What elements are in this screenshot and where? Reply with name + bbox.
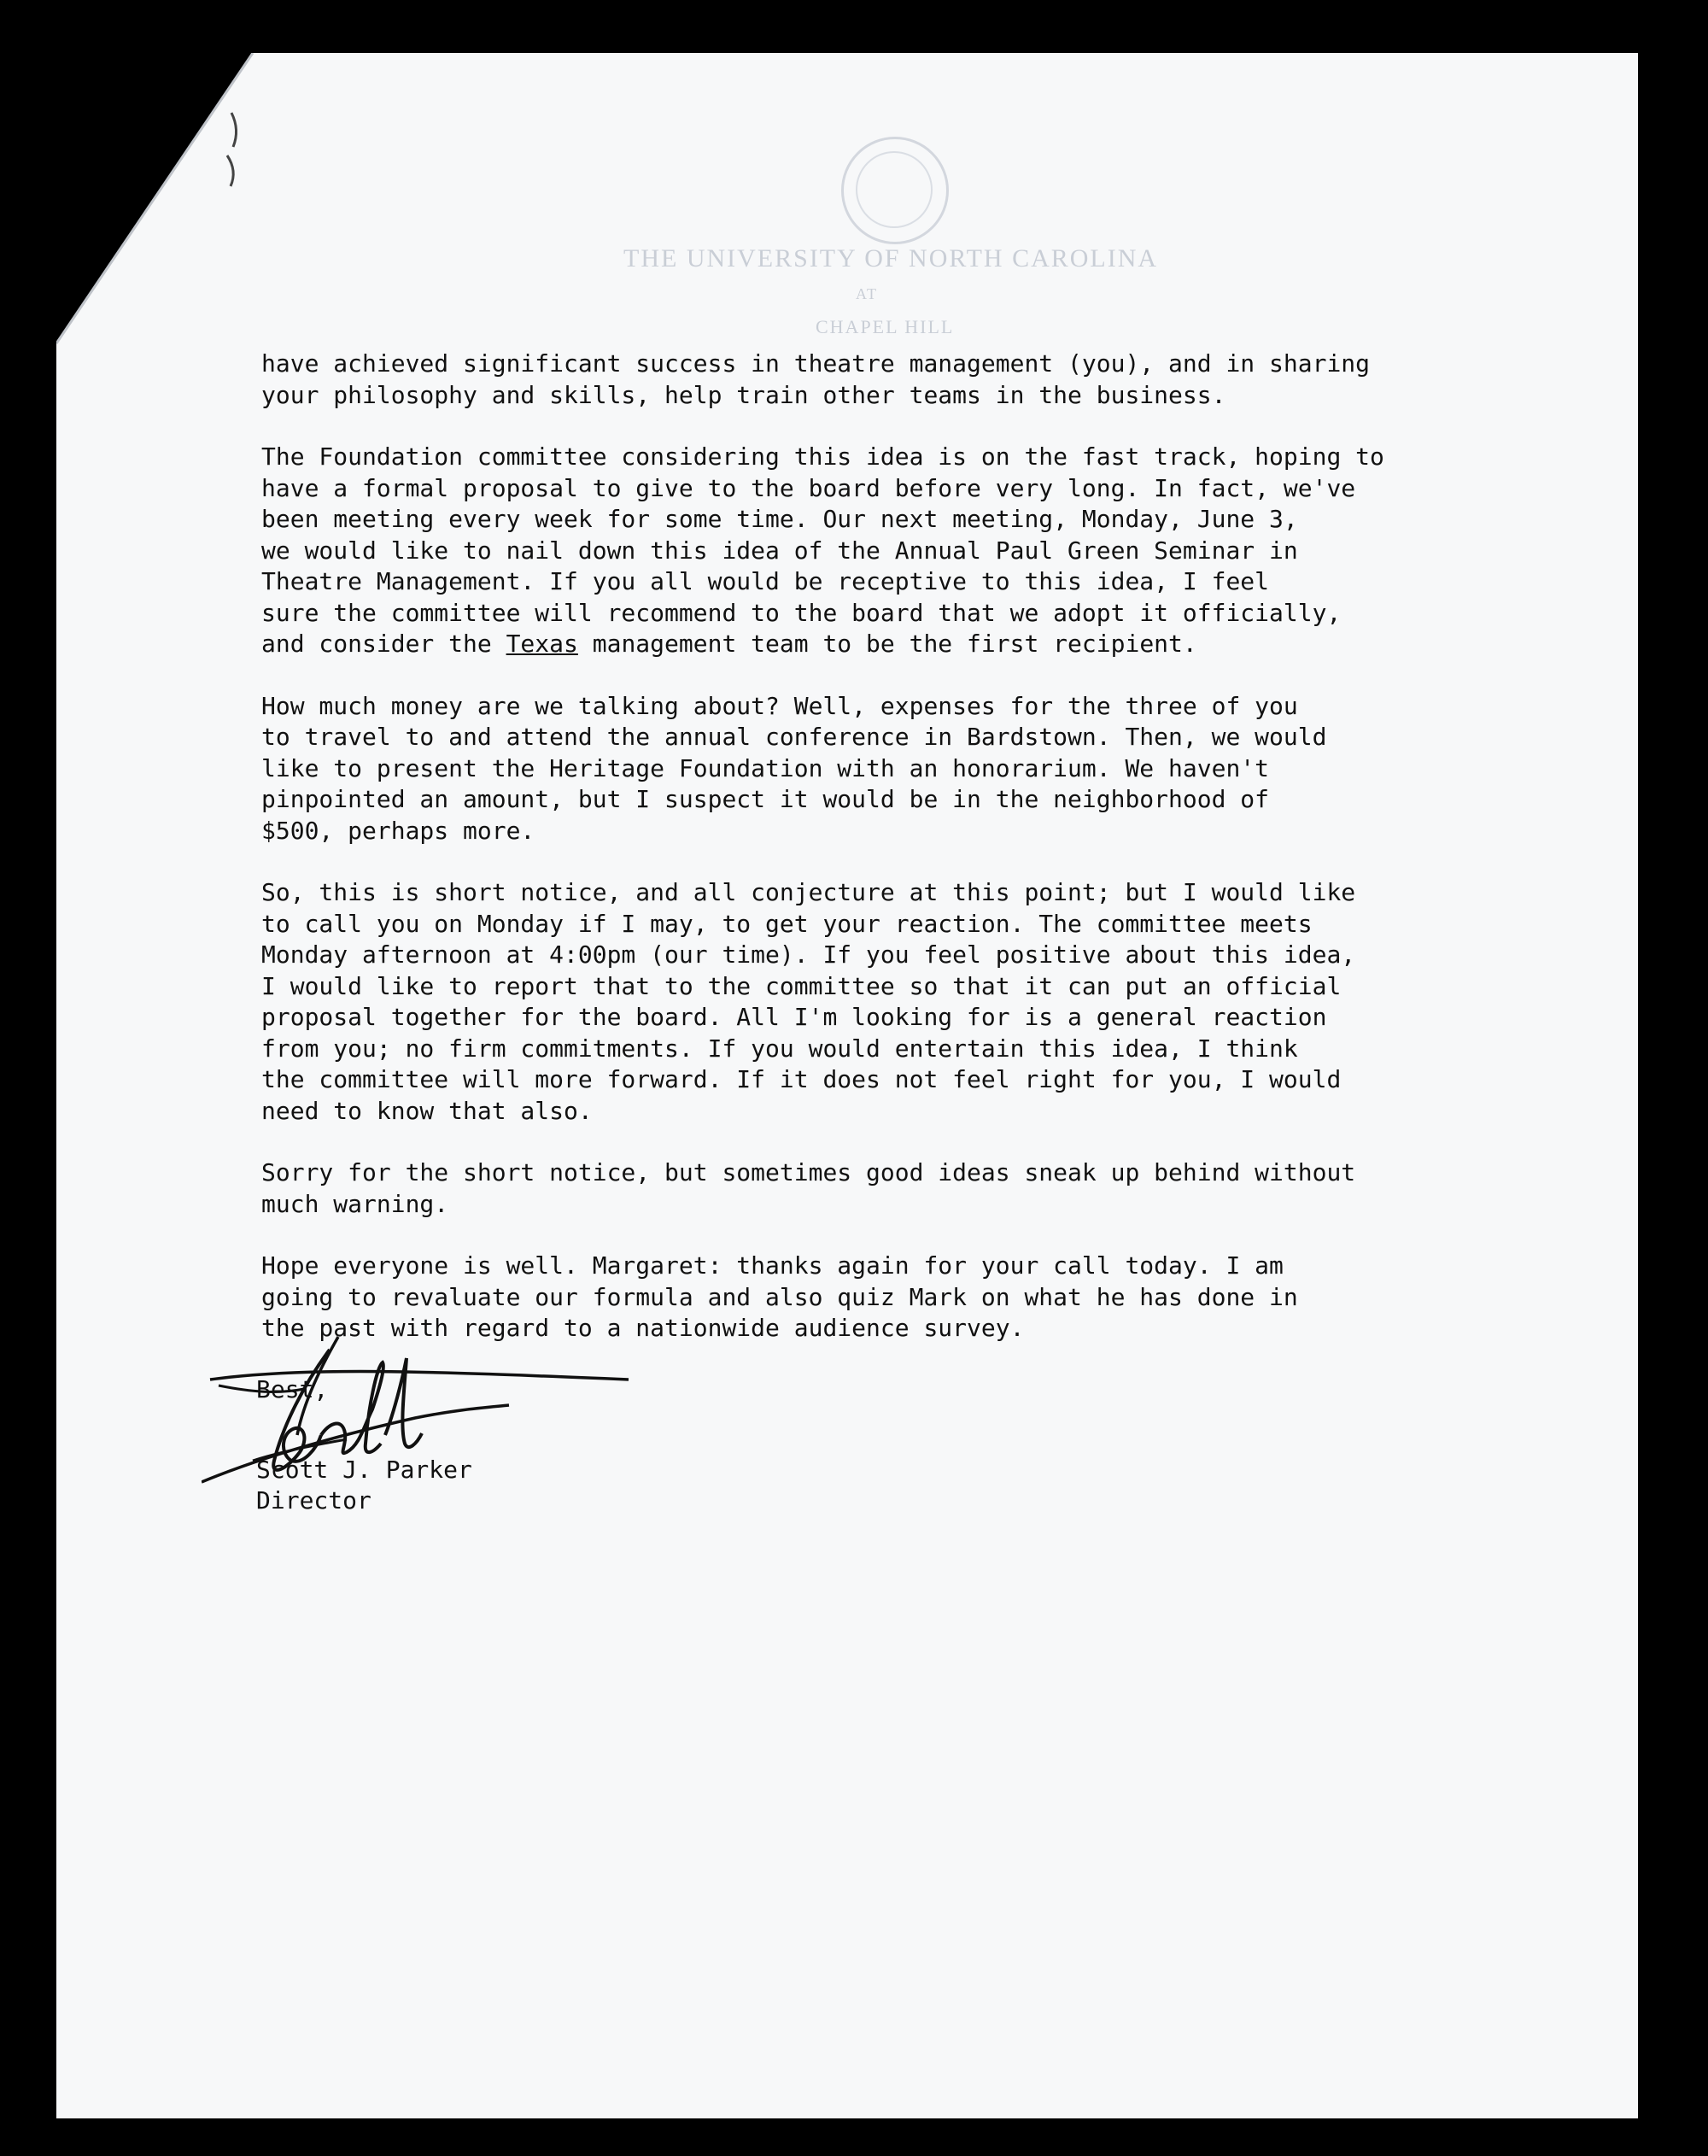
paragraph-5: Sorry for the short notice, but sometimes good ideas sneak up behind without much warning. bbox=[261, 1158, 1356, 1218]
letterhead-campus-showthrough: CHAPEL HILL bbox=[816, 316, 955, 337]
handwritten-signature bbox=[202, 1333, 646, 1503]
paragraph-4: So, this is short notice, and all conjecture at this point; but I would like to call you on Monday if I may, to get your reaction. The committee meets Monday afternoon at 4:00pm (our time). If you feel positive about this idea, I would like to report that to the committee so that it can put an official proposal together for the board. All I'm looking for is a general reaction from you; no firm commitments. If you would entertain this idea, I think the committee will more forward. If it does not feel right for you, I would need to know that also. bbox=[261, 878, 1356, 1125]
salutation: Best, bbox=[256, 1375, 329, 1403]
letterhead-seal-showthrough bbox=[841, 137, 949, 244]
letterhead-at-showthrough: AT bbox=[856, 285, 878, 302]
paragraph-3: How much money are we talking about? Well, expenses for the three of you to travel to and attend the annual conference in Bardstown. Then, we would like to present the Heritage Foundation with an honorarium. We haven't pinpointed an amount, but I suspect it would be in the neighborhood of $500, perhaps more. bbox=[261, 691, 1327, 845]
underlined-texas: Texas bbox=[506, 630, 578, 658]
letterhead-title-showthrough: THE UNIVERSITY OF NORTH CAROLINA bbox=[623, 244, 1159, 272]
letter-body bbox=[261, 349, 1491, 1375]
signer-title: Director bbox=[256, 1486, 371, 1514]
paragraph-1: have achieved significant success in theatre management (you), and in sharing your philosophy and skills, help train other teams in the business. bbox=[261, 349, 1371, 409]
paragraph-6: Hope everyone is well. Margaret: thanks again for your call today. I am going to revaluate our formula and also quiz Mark on what he has done in the past with regard to a nationwide audience survey. bbox=[261, 1251, 1298, 1342]
paragraph-2 bbox=[261, 442, 1491, 660]
signer-name: Scott J. Parker bbox=[256, 1456, 472, 1484]
paragraph-2-text-b: management team to be the first recipient. bbox=[577, 630, 1197, 658]
paragraph-2-text-a: The Foundation committee considering this idea is on the fast track, hoping to have a formal proposal to give to the board before very long. In fact, we've been meeting every week for some time. Our next meeting, Monday, June 3, we would like to nail down this idea of the Annual Paul Green Seminar in Theatre Management. If you all would be receptive to this idea, I feel sure the committee will recommend to the board that we adopt it officially, and consider the bbox=[261, 442, 1384, 658]
